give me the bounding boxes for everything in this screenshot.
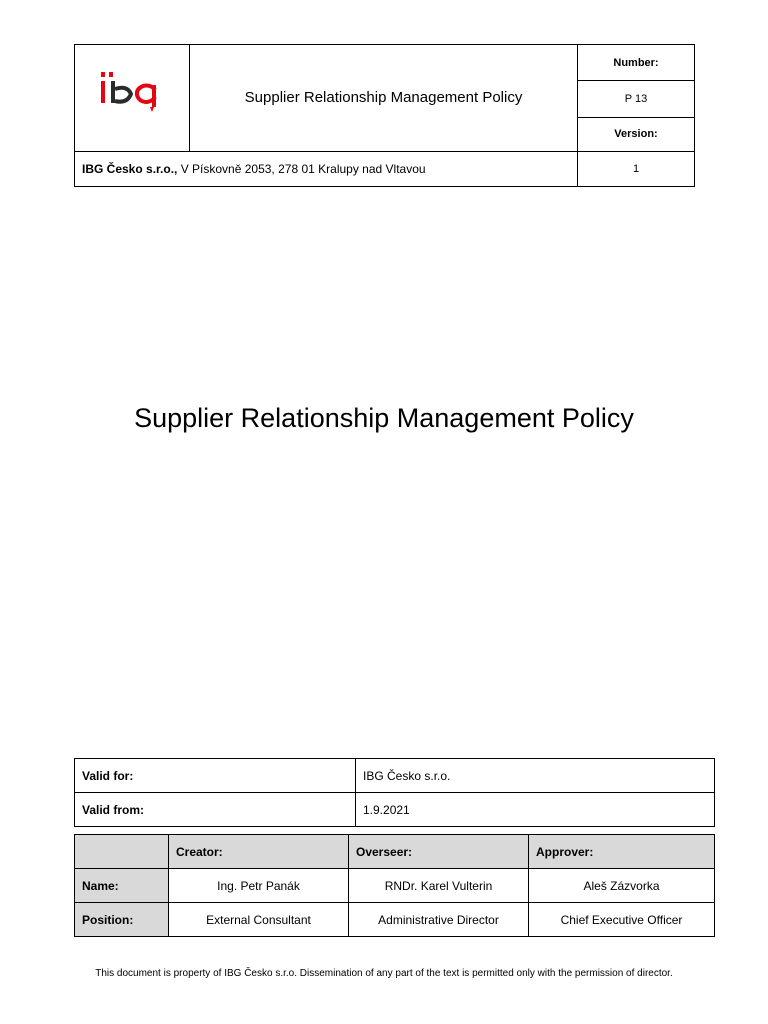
footer-notice: This document is property of IBG Česko s.r.o. Dissemination of any part of the text is permitted only with the permission of director. <box>95 968 673 979</box>
approver-name: Aleš Zázvorka <box>529 869 715 903</box>
table-row <box>75 793 715 827</box>
company-name: IBG Česko s.r.o., <box>82 161 178 176</box>
overseer-position: Administrative Director <box>349 903 529 937</box>
approver-header: Approver: <box>529 835 715 869</box>
creator-header: Creator: <box>169 835 349 869</box>
number-label: Number: <box>578 45 695 81</box>
valid-for-label: Valid for: <box>75 759 356 793</box>
validity-table <box>74 758 715 827</box>
version-label: Version: <box>578 117 695 151</box>
document-header <box>74 44 695 187</box>
creator-position: External Consultant <box>169 903 349 937</box>
name-label: Name: <box>75 869 169 903</box>
table-header-row <box>75 835 715 869</box>
document-title: Supplier Relationship Management Policy <box>134 403 634 433</box>
header-title: Supplier Relationship Management Policy <box>190 45 578 152</box>
company-address: V Pískovně 2053, 278 01 Kralupy nad Vltavou <box>177 161 426 176</box>
valid-from-value: 1.9.2021 <box>356 793 715 827</box>
number-value: P 13 <box>578 81 695 117</box>
table-row <box>75 759 715 793</box>
position-label: Position: <box>75 903 169 937</box>
empty-header-cell <box>75 835 169 869</box>
valid-from-label: Valid from: <box>75 793 356 827</box>
valid-for-value: IBG Česko s.r.o. <box>356 759 715 793</box>
ibg-logo <box>97 70 167 120</box>
logo-cell <box>75 45 190 152</box>
overseer-name: RNDr. Karel Vulterin <box>349 869 529 903</box>
approver-position: Chief Executive Officer <box>529 903 715 937</box>
table-row <box>75 869 715 903</box>
overseer-header: Overseer: <box>349 835 529 869</box>
table-row <box>75 903 715 937</box>
approval-table <box>74 834 715 937</box>
version-value: 1 <box>578 151 695 186</box>
creator-name: Ing. Petr Panák <box>169 869 349 903</box>
company-address-row <box>75 151 578 186</box>
